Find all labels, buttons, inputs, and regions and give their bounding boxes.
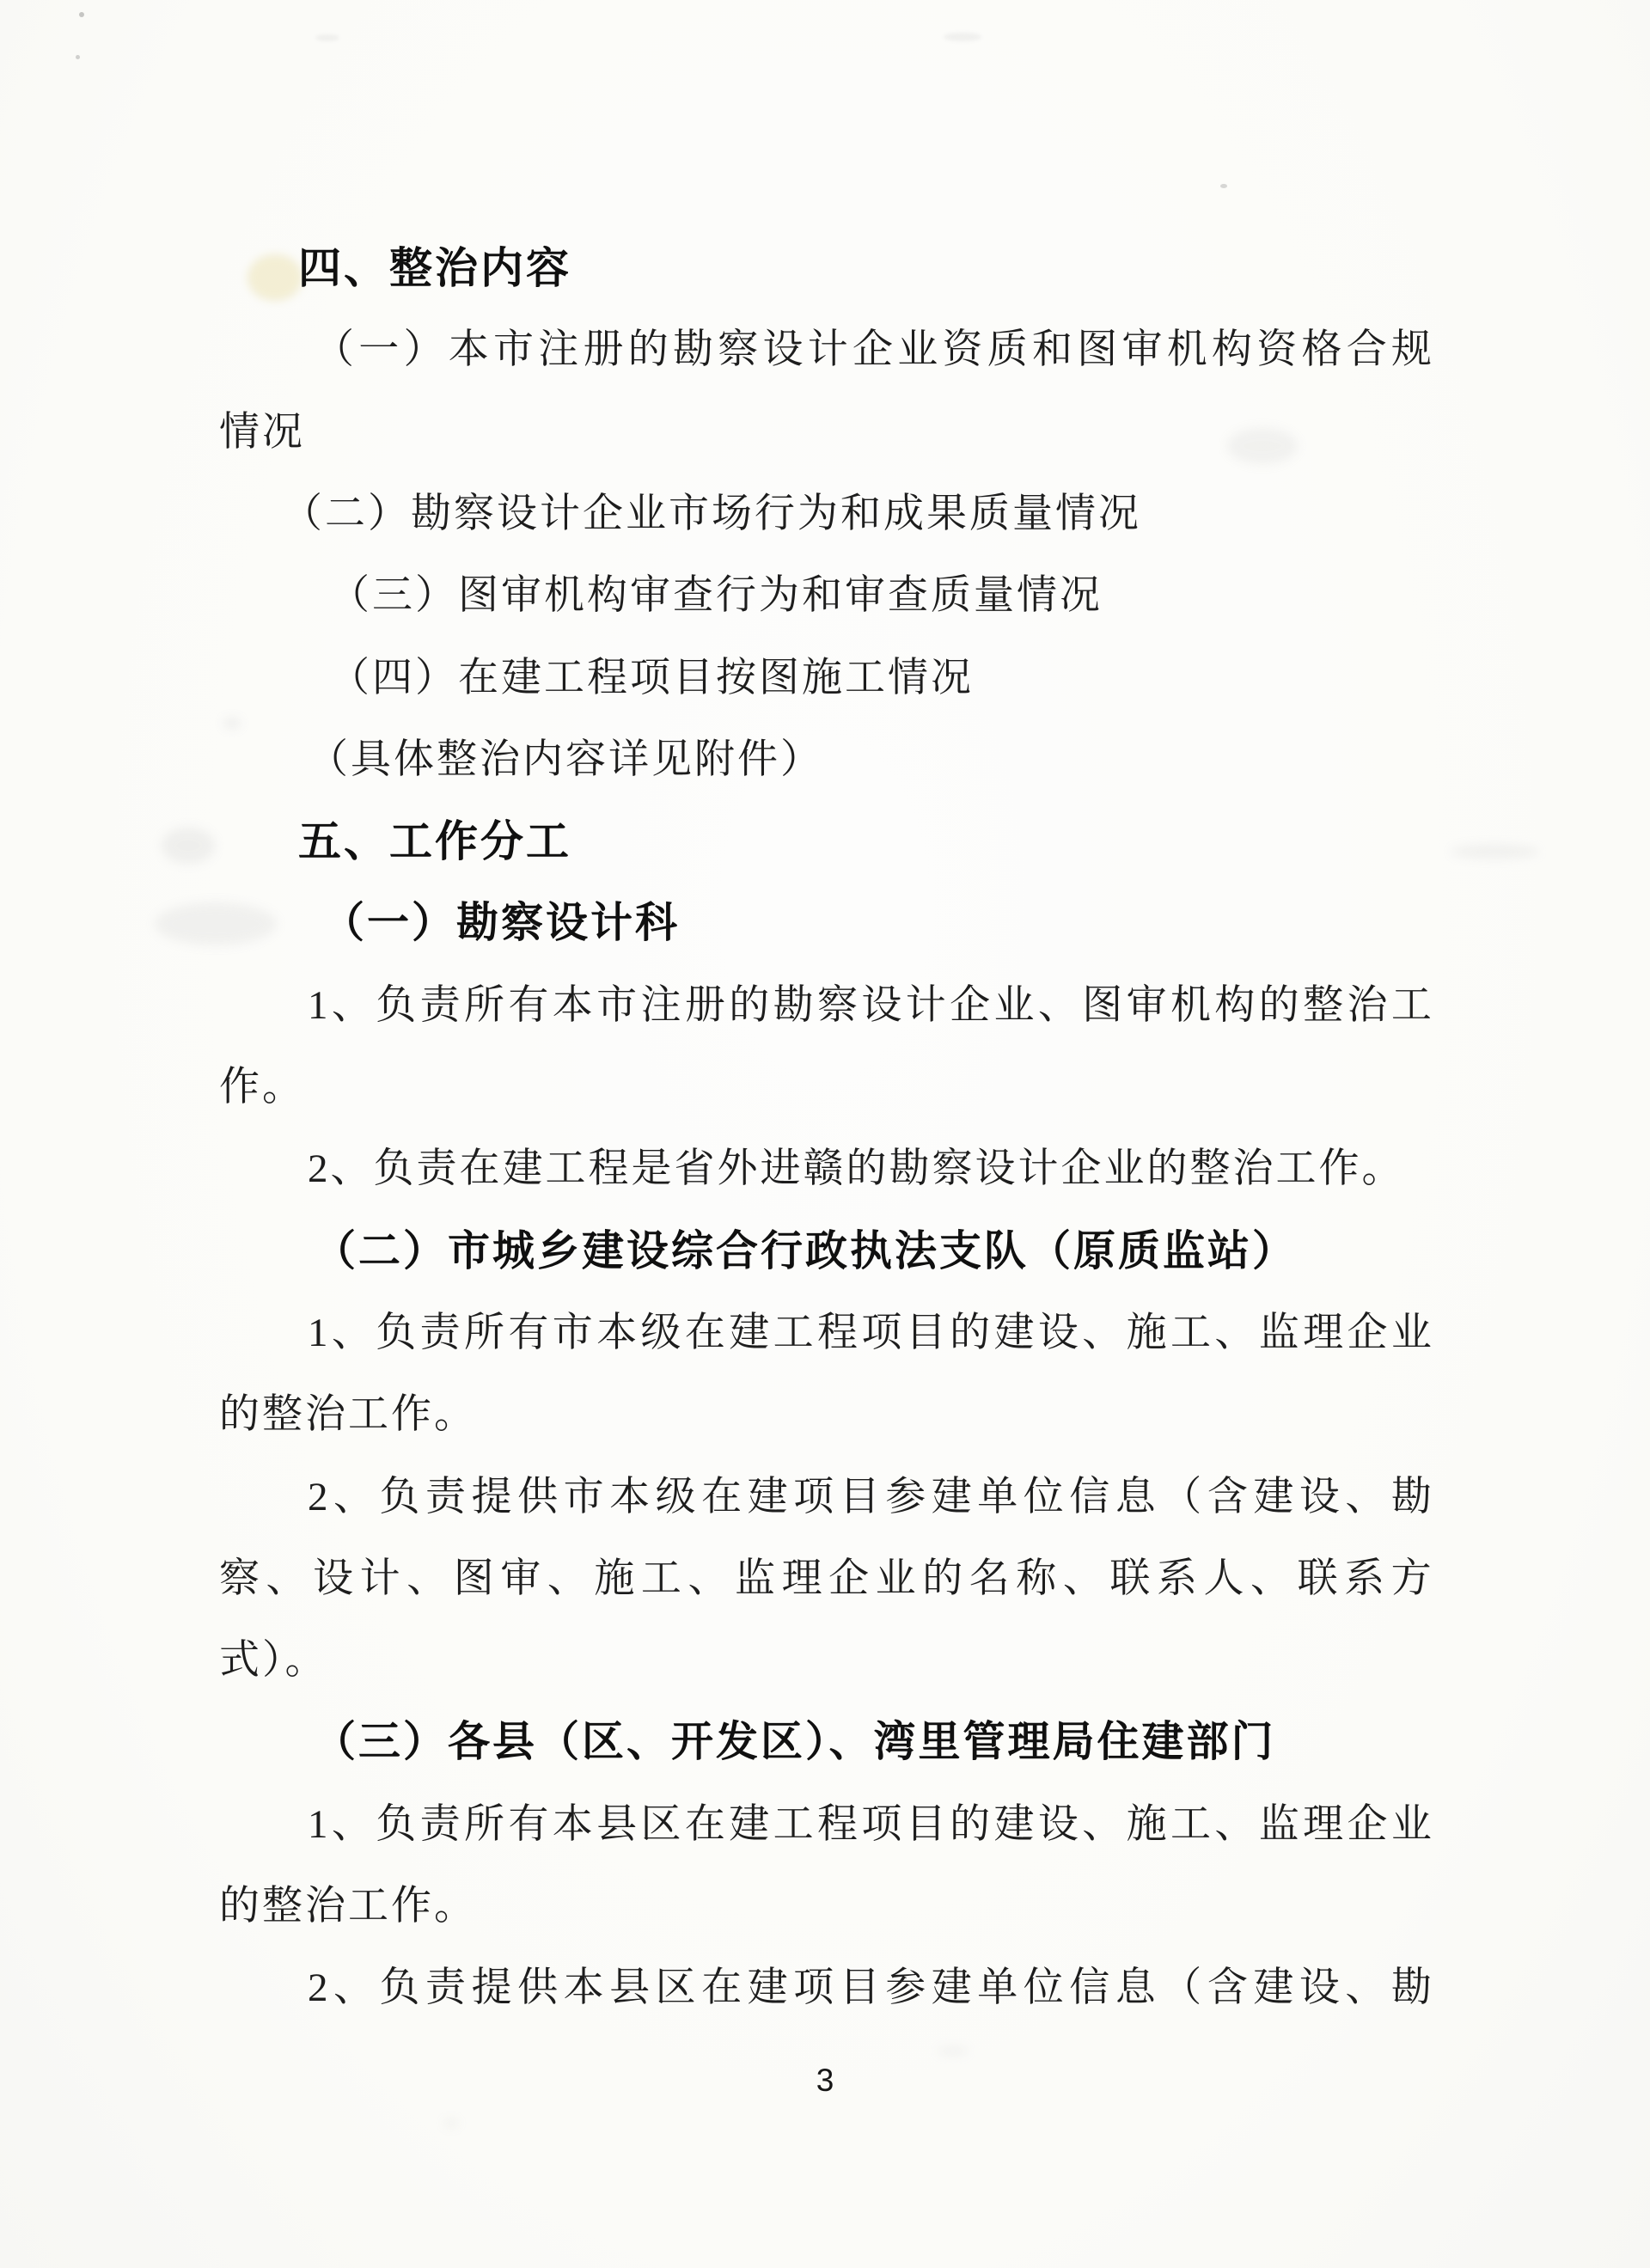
page-number: 3 [816, 2063, 834, 2098]
text-line: （二）勘察设计企业市场行为和成果质量情况 [282, 492, 1141, 536]
text-line: 作。 [219, 1065, 305, 1110]
text-line: （四）在建工程项目按图施工情况 [329, 656, 974, 700]
text-line: （二）市城乡建设综合行政执法支队（原质监站） [314, 1228, 1298, 1275]
text-line: 1 、 负 责 所 有 本 市 注 册 的 勘 察 设 计 企 业 、 图 审 机 构 的 整 治 工 [308, 983, 1432, 1028]
text-line: （三）各县（区、开发区）、湾里管理局住建部门 [314, 1719, 1276, 1765]
text-line: 五、工作分工 [298, 817, 571, 865]
scan-smudge [162, 828, 215, 864]
scan-speck [1220, 184, 1227, 188]
text-line: 察 、 设 计 、 图 审 、 施 工 、 监 理 企 业 的 名 称 、 联 系 人 、 联 系 方 [219, 1556, 1432, 1601]
scan-speck [944, 33, 981, 41]
text-line: 情况 [219, 410, 305, 455]
scan-smudge [223, 718, 241, 728]
scan-smudge [1451, 845, 1540, 859]
scan-speck [76, 55, 80, 59]
text-line: （ 一 ） 本 市 注 册 的 勘 察 设 计 企 业 资 质 和 图 审 机 构 资 格 合 规 [314, 327, 1432, 372]
text-line: 的整治工作。 [219, 1884, 477, 1929]
scan-smudge [937, 2046, 969, 2056]
text-line: （三）图审机构审查行为和审查质量情况 [329, 573, 1103, 618]
scan-speck [315, 34, 339, 41]
text-line: 的整治工作。 [219, 1392, 477, 1437]
text-line: 四、整治内容 [298, 244, 571, 292]
text-line: 2 、 负 责 提 供 市 本 级 在 建 项 目 参 建 单 位 信 息 （ 含 建 设 、 勘 [308, 1475, 1432, 1519]
scan-speck [79, 12, 84, 17]
scan-smudge [443, 2119, 459, 2127]
text-line: 1 、 负 责 所 有 市 本 级 在 建 工 程 项 目 的 建 设 、 施 工 、 监 理 企 业 [308, 1311, 1432, 1355]
text-line: （一）勘察设计科 [322, 900, 681, 946]
text-line: 2 、 负 责 提 供 本 县 区 在 建 项 目 参 建 单 位 信 息 （ 含 建 设 、 勘 [308, 1965, 1432, 2010]
text-line: 式）。 [219, 1638, 328, 1683]
text-line: 2、负责在建工程是省外进赣的勘察设计企业的整治工作。 [308, 1146, 1405, 1191]
text-line: （具体整治内容详见附件） [308, 737, 823, 782]
text-line: 1 、 负 责 所 有 本 县 区 在 建 工 程 项 目 的 建 设 、 施 工 、 监 理 企 业 [308, 1802, 1432, 1847]
